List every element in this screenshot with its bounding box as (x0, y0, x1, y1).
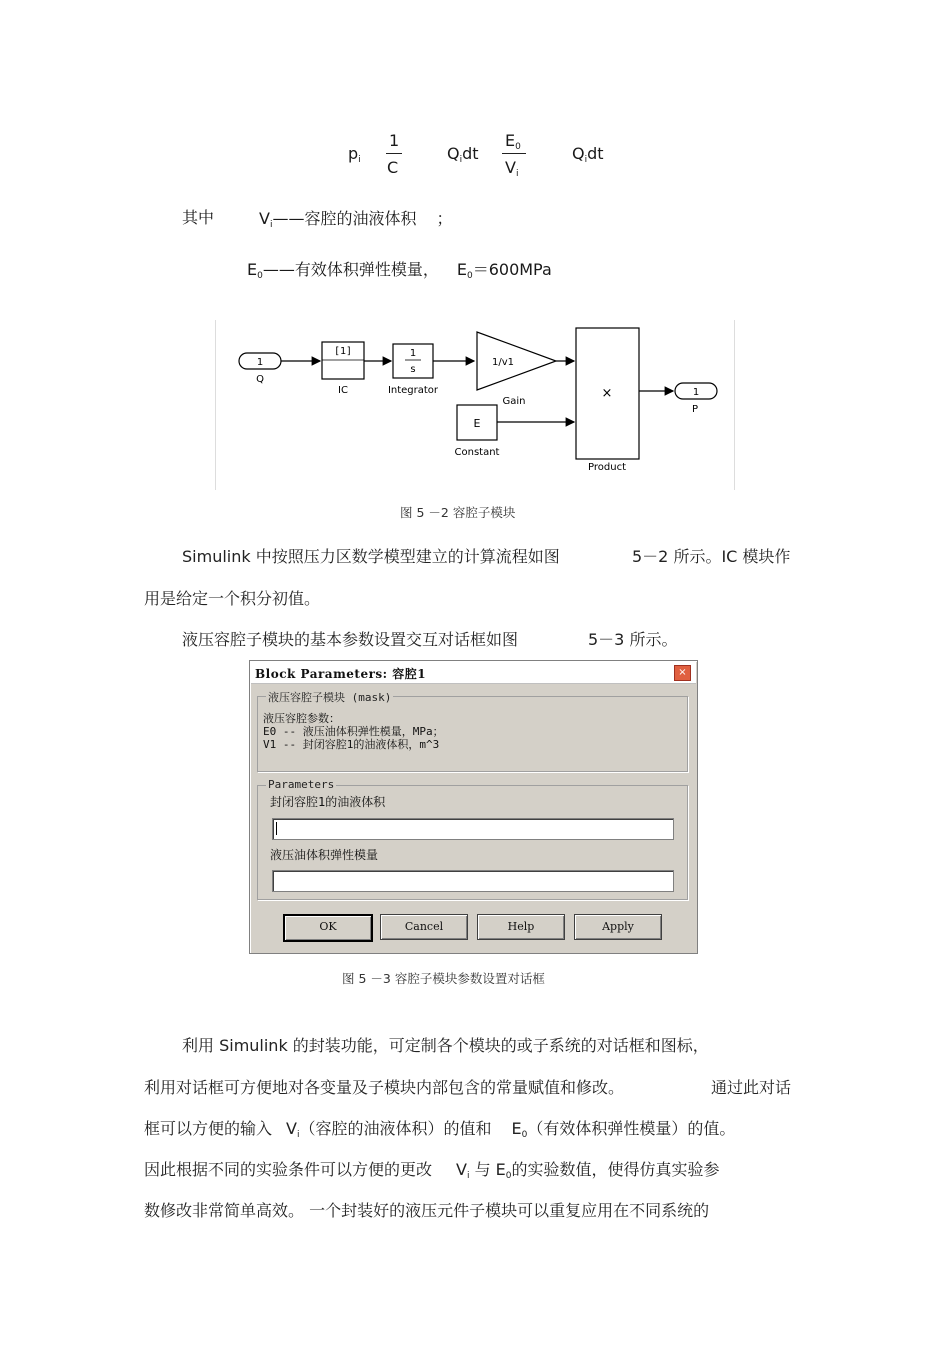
para3-line2b: 通过此对话 (711, 1078, 792, 1097)
integrator-label: Integrator (387, 385, 439, 396)
gain-block (477, 332, 556, 390)
diagram-svg (216, 320, 734, 490)
para1-line2: 用是给定一个积分初值。 (144, 589, 321, 608)
para3-line1: 利用 Simulink 的封装功能，可定制各个模块的或子系统的对话框和图标， (182, 1036, 709, 1055)
frac1-numerator: 1 (389, 131, 400, 150)
product-label: Product (588, 462, 626, 473)
frac2-denominator: $V_i$ (505, 158, 519, 179)
mask-description-group (257, 691, 688, 772)
parameters-group-title: Parameters (268, 778, 335, 791)
frac2-line (502, 153, 526, 154)
para2-b: 5－3 所示。 (588, 630, 678, 649)
para3-line5: 数修改非常简单高效。 一个封装好的液压元件子模块可以重复应用在不同系统的 (144, 1201, 710, 1220)
mask-desc-line3: V1 -- 封闭容腔1的油液体积，m^3 (263, 738, 440, 751)
mask-group-title: 液压容腔子模块 (mask) (268, 691, 392, 704)
where-label: 其中 (182, 208, 215, 227)
where-v-line: $V_i——$容腔的油液体积 ； (259, 209, 453, 230)
para3-line2a: 利用对话框可方便地对各变量及子模块内部包含的常量赋值和修改。 (144, 1078, 625, 1097)
inport-label: Q (256, 374, 264, 385)
help-button[interactable]: Help (477, 914, 565, 940)
product-symbol: × (601, 386, 613, 401)
bulk-modulus-input[interactable] (272, 870, 674, 892)
constant-value: E (473, 417, 481, 430)
para3-line3: 框可以方便的输入 $V_i$（容腔的油液体积）的值和 $E_0$（有效体积弹性模量）的值。 (144, 1119, 736, 1140)
ic-value: [1] (333, 346, 353, 357)
volume-input[interactable] (272, 818, 674, 840)
parameters-group (257, 778, 688, 900)
gain-value: 1/v1 (491, 357, 515, 368)
gain-label: Gain (502, 396, 526, 407)
para2-a: 液压容腔子模块的基本参数设置交互对话框如图 (182, 630, 519, 649)
mask-desc-line1: 液压容腔参数： (263, 712, 340, 725)
figure-caption-5-2: 图 5 －2 容腔子模块 (400, 505, 516, 520)
text-caret (276, 822, 277, 835)
integrator-num: 1 (409, 348, 417, 359)
inport-number: 1 (256, 357, 264, 368)
ic-label: IC (338, 385, 348, 396)
simulink-diagram (215, 320, 735, 490)
dialog-title-bar[interactable] (251, 662, 696, 684)
frac1-denominator: C (387, 158, 399, 177)
cancel-button[interactable]: Cancel (380, 914, 468, 940)
dialog-title: Block Parameters: 容腔1 (255, 667, 427, 681)
outport-number: 1 (692, 387, 700, 398)
where-e-line: $E_0——$有效体积弹性模量， $E_0=600MPa$ (247, 260, 552, 281)
frac2-numerator: $E_0$ (505, 131, 521, 152)
figure-caption-5-3: 图 5 －3 容腔子模块参数设置对话框 (342, 971, 545, 986)
apply-button[interactable]: Apply (574, 914, 662, 940)
formula-term2: $Q_idt$ (572, 144, 604, 165)
field2-label: 液压油体积弹性模量 (270, 848, 379, 862)
mask-desc-line2: E0 -- 液压油体积弹性模量，MPa； (263, 725, 444, 738)
para1-line1a: Simulink 中按照压力区数学模型建立的计算流程如图 (182, 547, 560, 566)
para3-line4: 因此根据不同的实验条件可以方便的更改 $V_i$ 与 $E_0$的实验数值，使得仿真实验参 (144, 1160, 720, 1181)
close-icon[interactable]: × (674, 665, 691, 681)
outport-label: P (691, 404, 699, 415)
integrator-den: s (410, 364, 416, 375)
para1-line1b: 5－2 所示。IC 模块作 (632, 547, 791, 566)
ok-button[interactable]: OK (283, 914, 373, 942)
frac1-line (386, 153, 402, 154)
formula-term1: $Q_idt$ (447, 144, 479, 165)
formula-lhs: $p_i$ (348, 144, 361, 165)
block-parameters-dialog (249, 660, 698, 954)
constant-label: Constant (454, 447, 500, 458)
field1-label: 封闭容腔1的油液体积 (270, 795, 386, 809)
